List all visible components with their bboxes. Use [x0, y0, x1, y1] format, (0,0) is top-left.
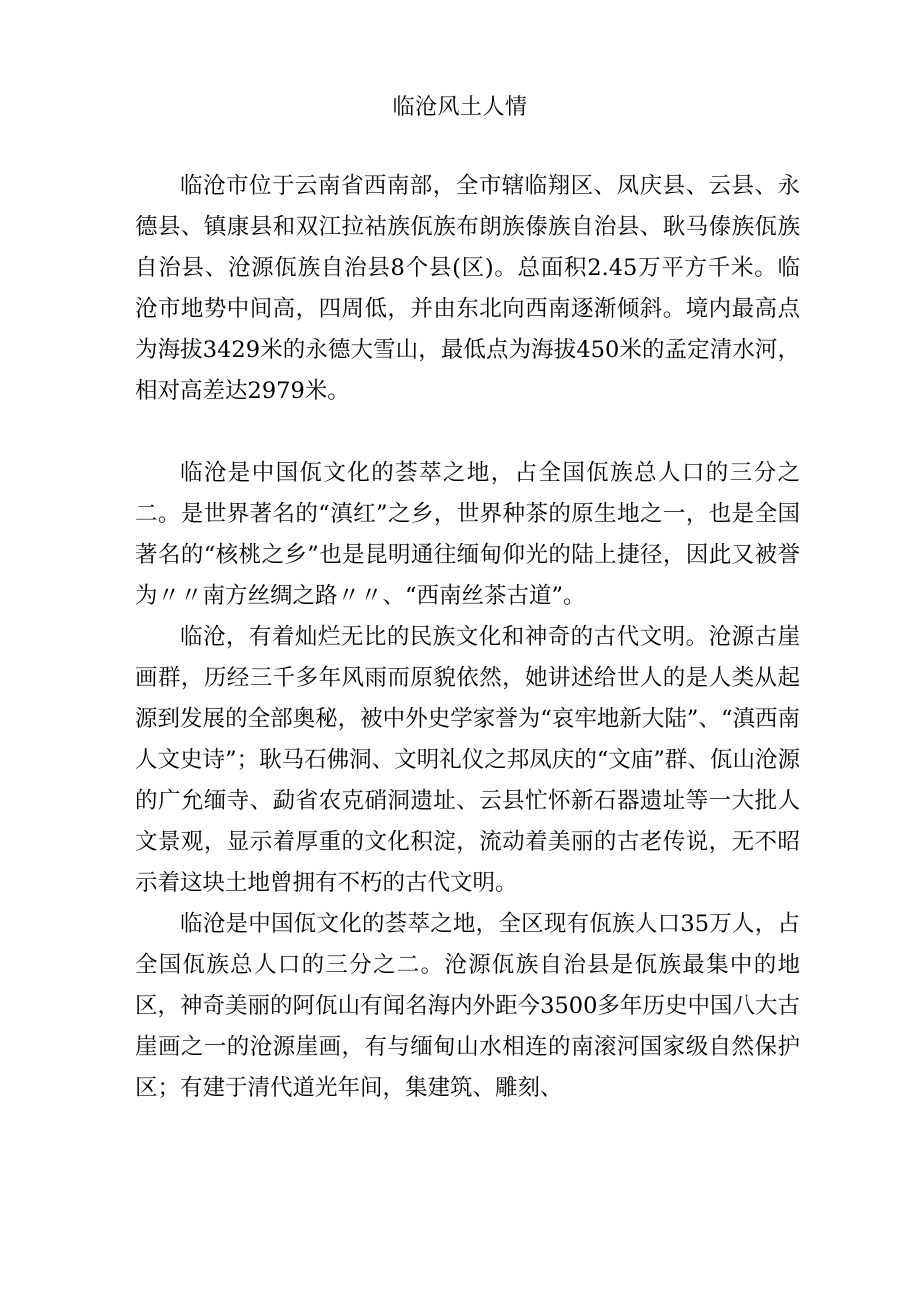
- document-title: 临沧风土人情: [392, 95, 528, 120]
- paragraph-wa-culture: 临沧是中国佤文化的荟萃之地，占全国佤族总人口的三分之二。是世界著名的“滇红”之乡，世界种茶的原生地之一，也是全国著名的“核桃之乡”也是昆明通往缅甸仰光的陆上捷径，因此又被誉为〃〃南方丝绸之路〃〃、“西南丝茶古道”。: [135, 460, 800, 609]
- paragraph-ancient-civilization: 临沧，有着灿烂无比的民族文化和神奇的古代文明。沧源古崖画群，历经三千多年风雨而原貌依然，她讲述给世人的是人类从起源到发展的全部奥秘，被中外史学家誉为“哀牢地新大陆”、“滇西南人文史诗”；耿马石佛洞、文明礼仪之邦凤庆的“文庙”群、佤山沧源的广允缅寺、勐省农克硝洞遗址、云县忙怀新石器遗址等一大批人文景观，显示着厚重的文化积淀，流动着美丽的古老传说，无不昭示着这块土地曾拥有不朽的古代文明。: [135, 624, 800, 896]
- document-body: [135, 166, 800, 1109]
- paragraph-wa-population: 临沧是中国佤文化的荟萃之地，全区现有佤族人口35万人，占全国佤族总人口的三分之二。沧源佤族自治县是佤族最集中的地区，神奇美丽的阿佤山有闻名海内外距今3500多年历史中国八大古崖画之一的沧源崖画，有与缅甸山水相连的南滚河国家级自然保护区；有建于清代道光年间，集建筑、雕刻、: [135, 911, 800, 1101]
- paragraph-geography: 临沧市位于云南省西南部，全市辖临翔区、凤庆县、云县、永德县、镇康县和双江拉祜族佤族布朗族傣族自治县、耿马傣族佤族自治县、沧源佤族自治县8个县(区)。总面积2.45万平方千米。临沧市地势中间高，四周低，并由东北向西南逐渐倾斜。境内最高点为海拔3429米的永德大雪山，最低点为海拔450米的孟定清水河，相对高差达2979米。: [135, 173, 800, 404]
